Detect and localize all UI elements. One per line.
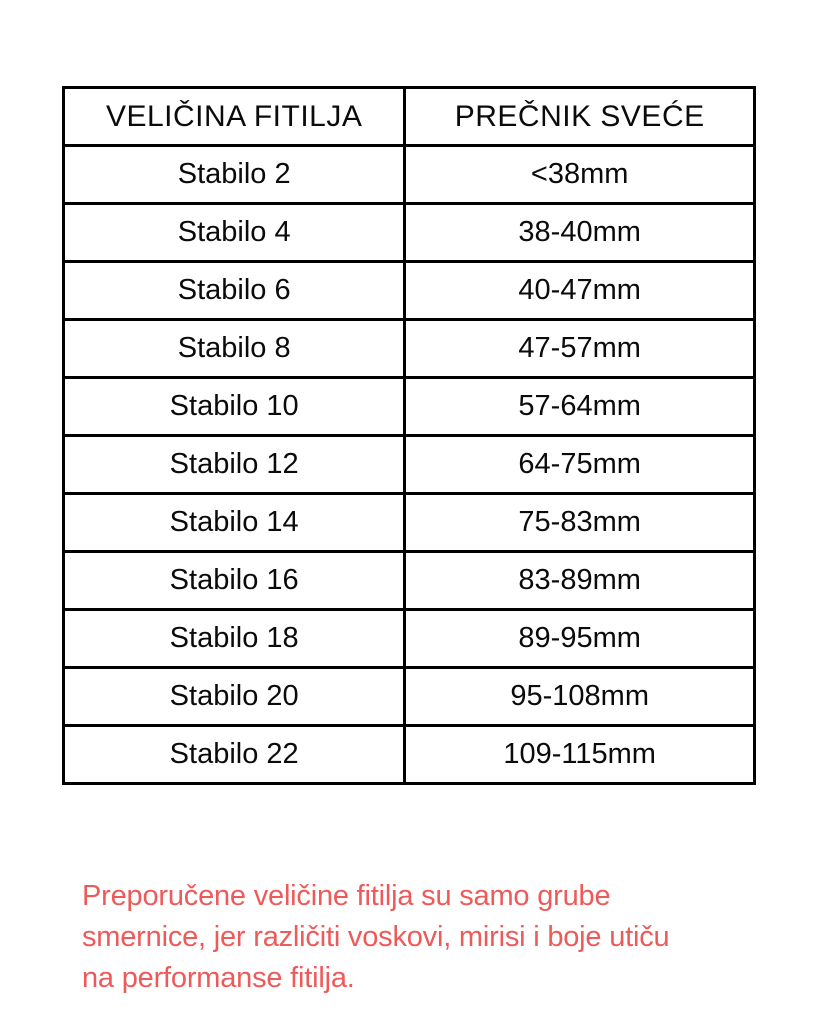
candle-diameter-cell: 38-40mm (405, 204, 755, 262)
table-row (64, 726, 755, 784)
candle-diameter-cell: <38mm (405, 146, 755, 204)
candle-diameter-cell: 109-115mm (405, 726, 755, 784)
table-row (64, 494, 755, 552)
note-text (82, 876, 772, 999)
wick-size-cell: Stabilo 10 (64, 378, 405, 436)
wick-size-cell: Stabilo 4 (64, 204, 405, 262)
candle-diameter-cell: 47-57mm (405, 320, 755, 378)
note-line: Preporučene veličine fitilja su samo grube (82, 880, 611, 912)
table-header-row (64, 88, 755, 146)
candle-diameter-cell: 57-64mm (405, 378, 755, 436)
note-line: na performanse fitilja. (82, 962, 355, 994)
candle-diameter-cell: 83-89mm (405, 552, 755, 610)
candle-diameter-cell: 75-83mm (405, 494, 755, 552)
table-row (64, 668, 755, 726)
table-row (64, 610, 755, 668)
table-row (64, 146, 755, 204)
wick-size-cell: Stabilo 2 (64, 146, 405, 204)
candle-diameter-cell: 40-47mm (405, 262, 755, 320)
wick-size-cell: Stabilo 6 (64, 262, 405, 320)
wick-size-cell: Stabilo 16 (64, 552, 405, 610)
wick-size-cell: Stabilo 12 (64, 436, 405, 494)
table-row (64, 552, 755, 610)
wick-size-cell: Stabilo 20 (64, 668, 405, 726)
wick-size-cell: Stabilo 8 (64, 320, 405, 378)
column-header-candle-diameter: PREČNIK SVEĆE (405, 88, 755, 146)
wick-size-table (62, 86, 756, 785)
table-row (64, 436, 755, 494)
table-row (64, 204, 755, 262)
table-row (64, 262, 755, 320)
candle-diameter-cell: 64-75mm (405, 436, 755, 494)
wick-size-cell: Stabilo 18 (64, 610, 405, 668)
table-row (64, 320, 755, 378)
candle-diameter-cell: 89-95mm (405, 610, 755, 668)
candle-diameter-cell: 95-108mm (405, 668, 755, 726)
wick-size-cell: Stabilo 22 (64, 726, 405, 784)
table-row (64, 378, 755, 436)
note-line: smernice, jer različiti voskovi, mirisi i boje utiču (82, 921, 670, 953)
column-header-wick-size: VELIČINA FITILJA (64, 88, 405, 146)
wick-size-cell: Stabilo 14 (64, 494, 405, 552)
